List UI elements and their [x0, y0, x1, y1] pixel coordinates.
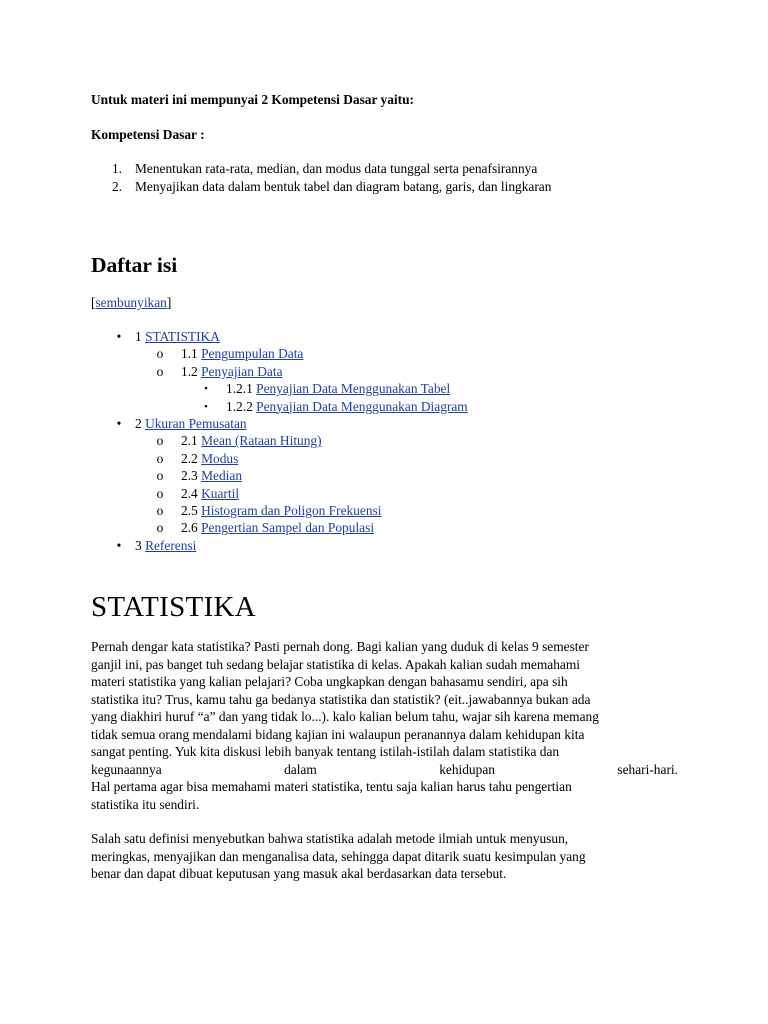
paragraph-1: [91, 638, 678, 813]
word: kehidupan: [439, 761, 495, 777]
toc-entry: [91, 328, 678, 345]
bullet-icon: o: [156, 363, 164, 379]
kd-list: [91, 160, 678, 195]
toc-number: 2.3: [181, 468, 198, 484]
text-line: Salah satu definisi menyebutkan bahwa statistika adalah metode ilmiah untuk menyusun,: [91, 831, 569, 846]
toc-entry: [91, 467, 678, 484]
toc-link[interactable]: STATISTIKA: [145, 329, 220, 344]
toc-link[interactable]: Ukuran Pemusatan: [145, 415, 247, 431]
text-line: tidak semua orang mendalami bidang kajian ini walaupun peranannya dalam kehidupan kita: [91, 726, 585, 742]
bullet-icon: ▪: [204, 400, 208, 411]
toc-entry: [91, 380, 678, 397]
toc-number: 1.1: [181, 346, 198, 362]
bullet-icon: •: [116, 329, 122, 344]
toc-number: 2.6: [181, 520, 198, 536]
toc-number: 3: [135, 537, 142, 553]
bullet-icon: o: [156, 502, 164, 518]
bullet-icon: o: [156, 485, 164, 501]
text-line: Pernah dengar kata statistika? Pasti pernah dong. Bagi kalian yang duduk di kelas 9 semester: [91, 639, 589, 654]
text-line: materi statistika yang kalian pelajari? Coba ungkapkan dengan bahasamu sendiri, apa sih: [91, 674, 568, 689]
toc-entry: [91, 345, 678, 362]
toc-number: 1.2.1: [226, 381, 253, 397]
intro-heading: Untuk materi ini mempunyai 2 Kompetensi Dasar yaitu:: [91, 92, 414, 107]
toc-number: 1.2.2: [226, 398, 253, 414]
toc-number: 2: [135, 415, 142, 431]
kd-item-text: Menentukan rata-rata, median, dan modus data tunggal serta penafsirannya: [135, 161, 538, 176]
toc-link[interactable]: Referensi: [145, 537, 197, 553]
toc-entry: [91, 363, 678, 380]
toc-link[interactable]: Kuartil: [201, 485, 240, 501]
text-line: benar dan dapat dibuat keputusan yang masuk akal berdasarkan data tersebut.: [91, 866, 507, 881]
text-line: sangat penting. Yuk kita diskusi lebih banyak tentang istilah-istilah dalam statistika dan: [91, 744, 560, 759]
toc-number: 2.2: [181, 450, 198, 466]
document-page: [91, 91, 678, 881]
toc-number: 2.4: [181, 485, 198, 501]
bullet-icon: o: [156, 468, 164, 484]
text-line: meringkas, menyajikan dan menganalisa data, sehingga dapat ditarik suatu kesimpulan yang: [91, 848, 586, 864]
toc-link[interactable]: Mean (Rataan Hitung): [201, 433, 322, 449]
kd-item-1: [91, 160, 678, 178]
toc-link[interactable]: Histogram dan Poligon Frekuensi: [201, 502, 382, 518]
toc-entry: [91, 450, 678, 467]
bullet-icon: o: [156, 433, 164, 449]
hide-toc-link[interactable]: sembunyikan: [95, 295, 167, 310]
text-line: statistika itu? Trus, kamu tahu ga bedanya statistika dan statistik? (eit..jawabannya bukan ada: [91, 691, 591, 707]
section-title: STATISTIKA: [91, 591, 257, 623]
text-line: ganjil ini, pas banget tuh sedang belajar statistika di kelas. Apakah kalian sudah memahami: [91, 656, 580, 672]
bullet-icon: •: [116, 415, 122, 431]
toc-link[interactable]: Penyajian Data Menggunakan Tabel: [256, 381, 451, 397]
toc-entry: [91, 432, 678, 449]
text-line: yang diakhiri huruf “a” dan yang tidak lo...). kalo kalian belum tahu, wajar sih karena memang: [91, 709, 599, 724]
toc-link[interactable]: Penyajian Data Menggunakan Diagram: [256, 398, 468, 414]
kd-item-2: [91, 178, 678, 196]
kd-item-number: 1.: [112, 161, 123, 176]
toc-link[interactable]: Pengertian Sampel dan Populasi: [201, 520, 375, 536]
bullet-icon: ▪: [204, 383, 208, 394]
toc-link[interactable]: Penyajian Data: [201, 363, 283, 379]
toc-link[interactable]: Pengumpulan Data: [201, 346, 304, 362]
paragraph-2: [91, 830, 678, 883]
toc-entry: [91, 485, 678, 502]
bullet-icon: •: [116, 537, 122, 553]
toc-entry: [91, 537, 678, 554]
toc-link[interactable]: Median: [201, 468, 243, 484]
text-line: statistika itu sendiri.: [91, 796, 200, 812]
bracket-open: [: [91, 295, 96, 310]
bracket-close: ]: [166, 295, 172, 310]
text-line: Hal pertama agar bisa memahami materi statistika, tentu saja kalian harus tahu pengertian: [91, 779, 572, 794]
toc-number: 1: [135, 329, 142, 344]
toc-entry: [91, 398, 678, 415]
bullet-icon: o: [156, 520, 164, 536]
toc-entry: [91, 415, 678, 432]
bullet-icon: o: [156, 450, 164, 466]
toc-number: 2.1: [181, 433, 198, 449]
word: dalam: [284, 761, 317, 777]
toc-number: 2.5: [181, 502, 198, 518]
toc-link[interactable]: Modus: [201, 450, 239, 466]
section-body: [91, 638, 678, 900]
kd-label: Kompetensi Dasar :: [91, 126, 205, 142]
kd-item-text: Menyajikan data dalam bentuk tabel dan diagram batang, garis, dan lingkaran: [135, 178, 552, 194]
kd-item-number: 2.: [112, 178, 123, 194]
toc-entry: [91, 519, 678, 536]
text-line-spread: [91, 761, 678, 779]
toc-list: [91, 328, 678, 554]
toc-entry: [91, 502, 678, 519]
bullet-icon: o: [156, 346, 164, 362]
word: kegunaannya: [91, 761, 162, 777]
toc-toggle: [91, 294, 171, 312]
toc-title: Daftar isi: [91, 253, 178, 277]
toc-number: 1.2: [181, 363, 198, 379]
word: sehari-hari.: [617, 761, 678, 777]
